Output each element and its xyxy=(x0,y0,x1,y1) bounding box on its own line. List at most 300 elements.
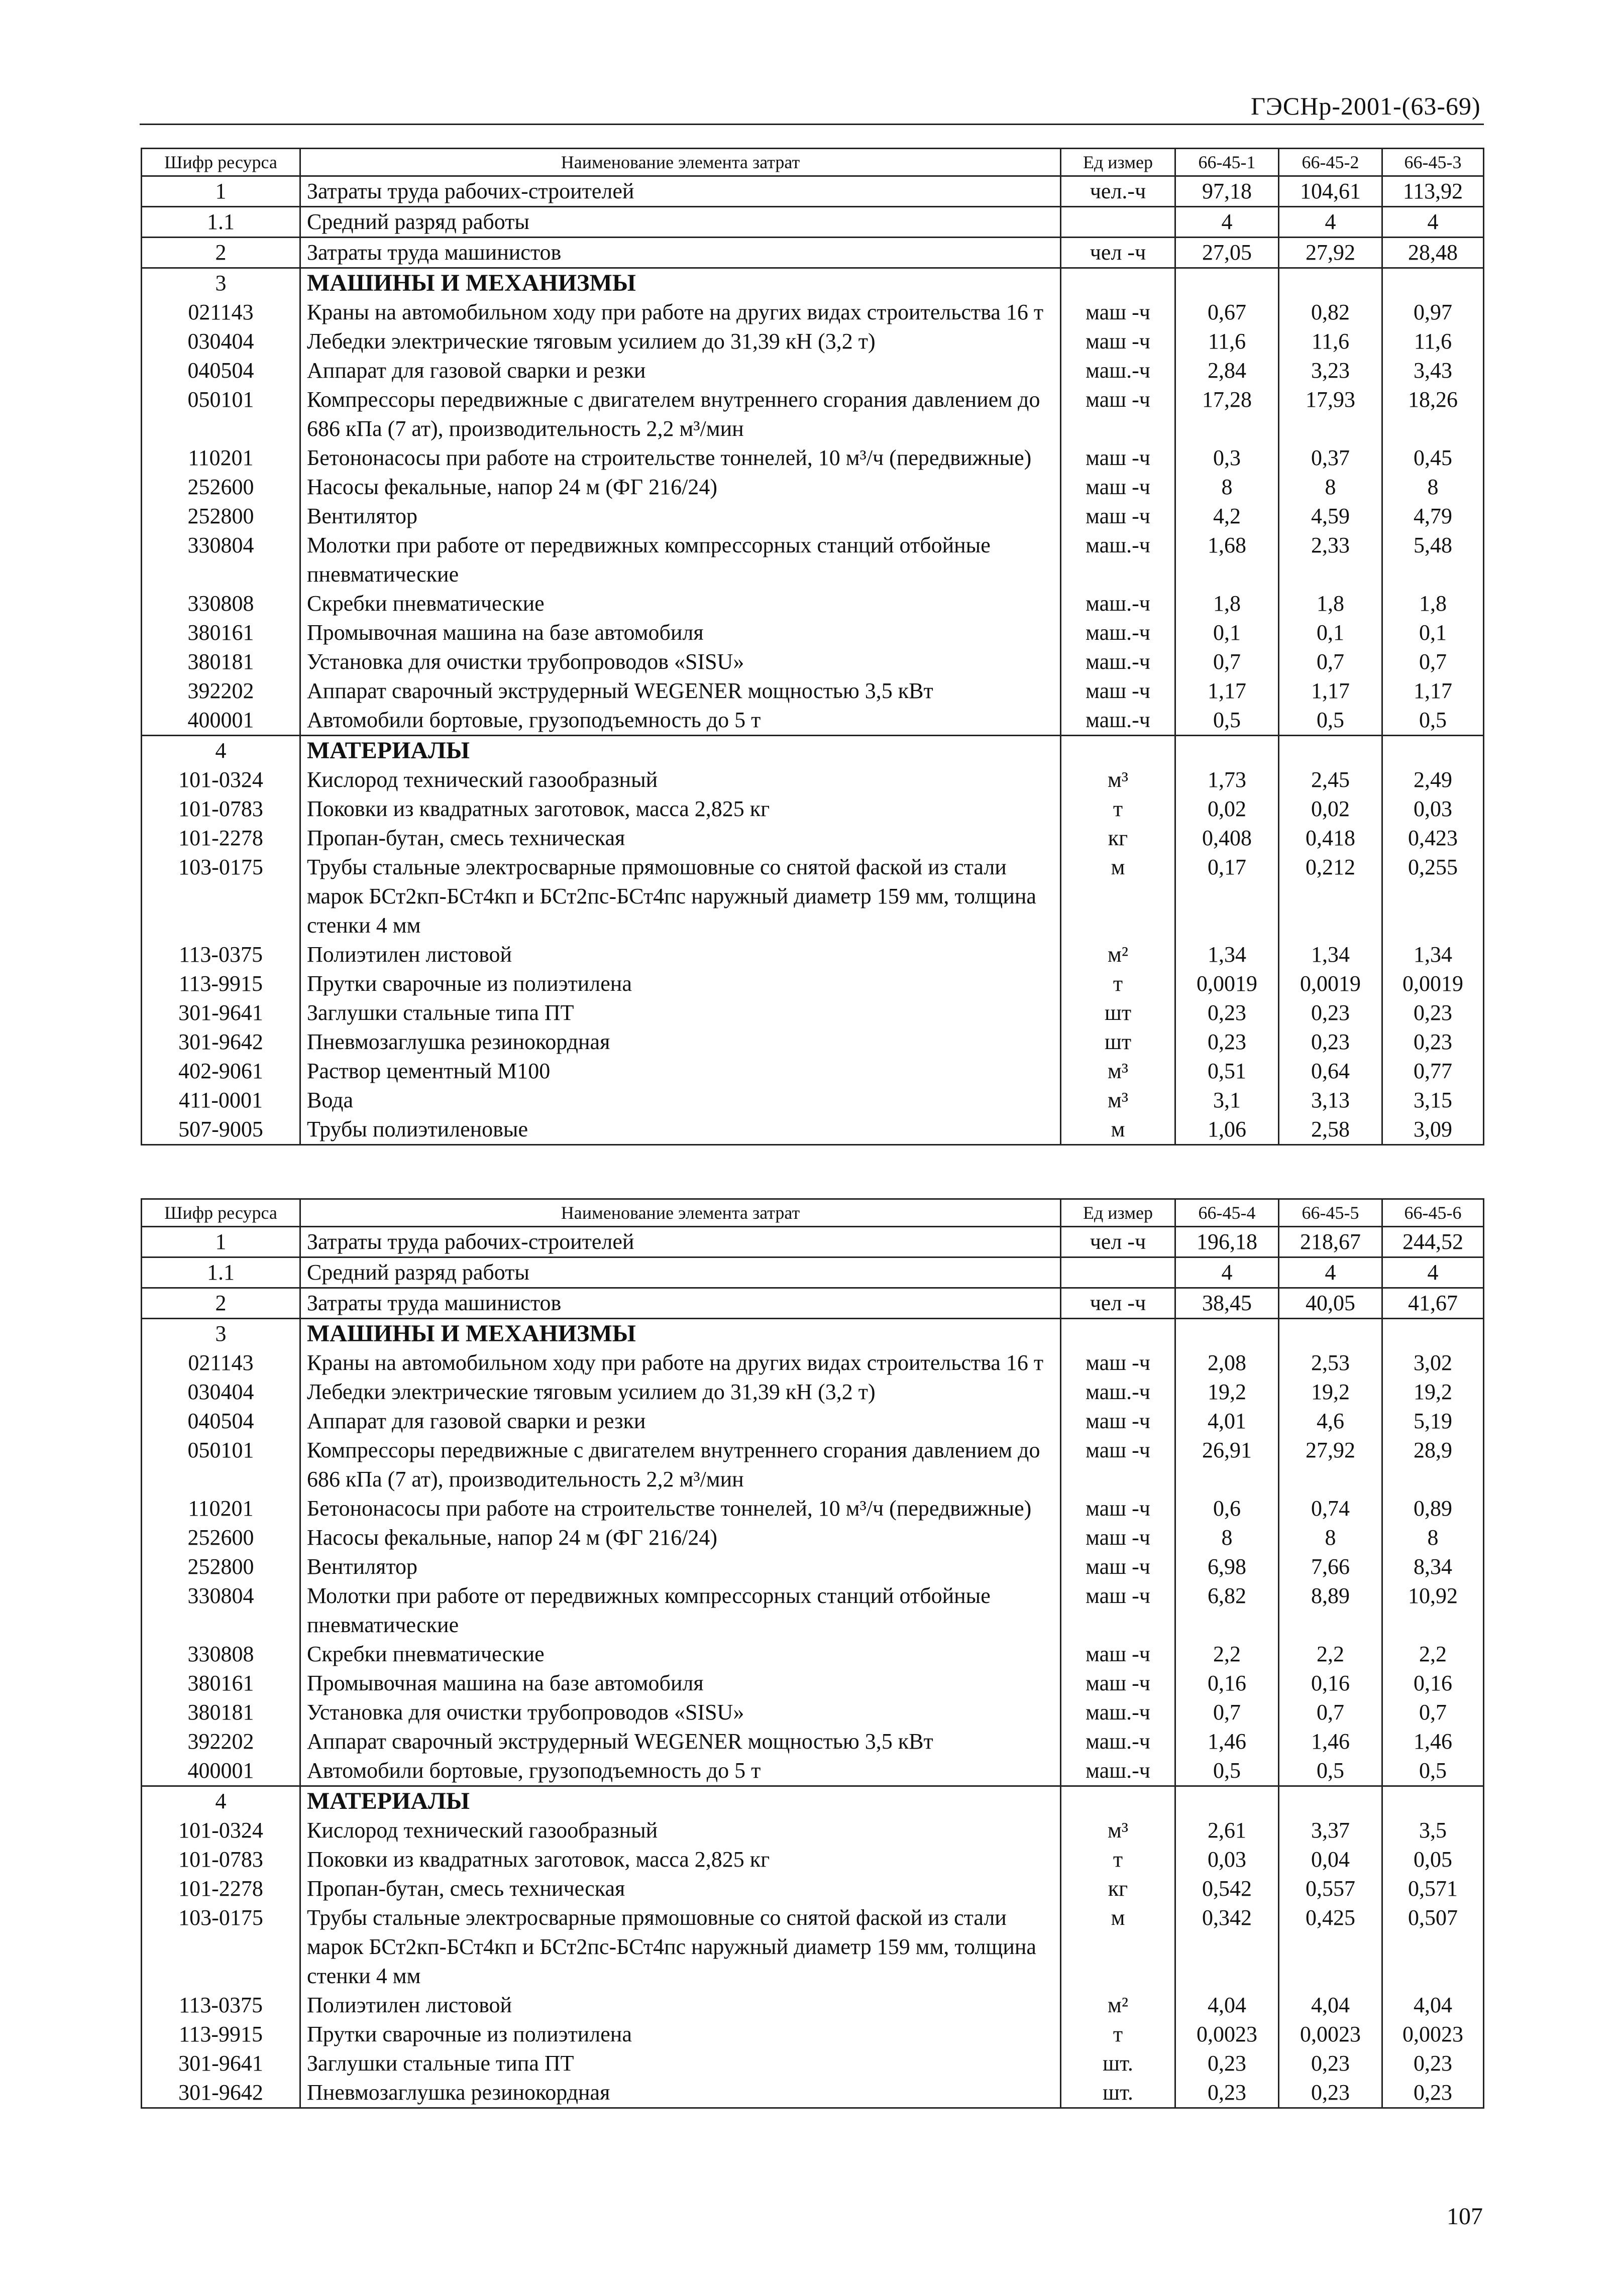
table-row xyxy=(142,647,1484,676)
value-cell: 0,0019 xyxy=(1382,969,1484,998)
resource-code-cell: 252600 xyxy=(142,473,300,502)
value-cell: 0,5 xyxy=(1175,1756,1279,1786)
resource-name-cell: Компрессоры передвижные с двигателем внутреннего сгорания давлением до 686 кПа (7 ат), производительность 2,2 м³/мин xyxy=(300,385,1061,443)
resource-name-cell: Автомобили бортовые, грузоподъемность до 5 т xyxy=(300,706,1061,736)
value-cell: 1,8 xyxy=(1175,589,1279,618)
value-cell: 0,03 xyxy=(1175,1845,1279,1874)
table-row xyxy=(142,1698,1484,1727)
value-cell: 1,46 xyxy=(1175,1727,1279,1756)
resource-code-cell: 380181 xyxy=(142,1698,300,1727)
value-cell: 0,23 xyxy=(1175,1027,1279,1057)
value-cell: 28,48 xyxy=(1382,238,1484,268)
unit-cell: м³ xyxy=(1061,1057,1175,1086)
value-cell: 0,16 xyxy=(1175,1669,1279,1698)
value-cell: 4 xyxy=(1175,1257,1279,1288)
value-cell: 8 xyxy=(1382,473,1484,502)
column-header-norm-1: 66-45-1 xyxy=(1175,149,1279,176)
value-cell: 3,23 xyxy=(1279,356,1382,385)
resource-code-cell: 040504 xyxy=(142,1407,300,1436)
value-cell: 0,89 xyxy=(1382,1494,1484,1523)
value-cell: 3,1 xyxy=(1175,1086,1279,1115)
value-cell: 8,89 xyxy=(1279,1581,1382,1640)
value-cell: 97,18 xyxy=(1175,176,1279,207)
value-cell: 2,61 xyxy=(1175,1816,1279,1845)
value-cell: 0,05 xyxy=(1382,1845,1484,1874)
table-header-row xyxy=(142,1199,1484,1227)
resource-name-cell: Аппарат сварочный экструдерный WEGENER мощностью 3,5 кВт xyxy=(300,676,1061,706)
table-row xyxy=(142,2078,1484,2108)
table-row xyxy=(142,1991,1484,2020)
unit-cell: маш.-ч xyxy=(1061,356,1175,385)
table-row xyxy=(142,1494,1484,1523)
value-cell: 0,212 xyxy=(1279,853,1382,940)
unit-cell: маш -ч xyxy=(1061,1581,1175,1640)
value-cell: 0,0019 xyxy=(1279,969,1382,998)
value-cell xyxy=(1279,1319,1382,1349)
value-cell: 244,52 xyxy=(1382,1227,1484,1257)
resource-code-cell: 1.1 xyxy=(142,1257,300,1288)
column-header-name: Наименование элемента затрат xyxy=(300,149,1061,176)
column-header-norm-2: 66-45-2 xyxy=(1279,149,1382,176)
table-row xyxy=(142,176,1484,207)
value-cell: 38,45 xyxy=(1175,1288,1279,1319)
unit-cell: м³ xyxy=(1061,1086,1175,1115)
table-row xyxy=(142,502,1484,531)
column-header-code: Шифр ресурса xyxy=(142,149,300,176)
value-cell: 8 xyxy=(1175,473,1279,502)
value-cell: 4 xyxy=(1279,1257,1382,1288)
table-row xyxy=(142,1523,1484,1552)
unit-cell: шт. xyxy=(1061,2049,1175,2078)
unit-cell: кг xyxy=(1061,824,1175,853)
value-cell: 0,7 xyxy=(1279,647,1382,676)
resource-name-cell: Вентилятор xyxy=(300,1552,1061,1581)
resource-code-cell: 3 xyxy=(142,268,300,298)
value-cell: 0,7 xyxy=(1279,1698,1382,1727)
resource-code-cell: 330808 xyxy=(142,589,300,618)
unit-cell: маш.-ч xyxy=(1061,706,1175,736)
resource-code-cell: 050101 xyxy=(142,1436,300,1494)
value-cell: 2,45 xyxy=(1279,765,1382,794)
value-cell: 0,23 xyxy=(1382,2078,1484,2108)
value-cell: 4,04 xyxy=(1279,1991,1382,2020)
table-row xyxy=(142,1377,1484,1407)
resource-table-block-2 xyxy=(141,1198,1483,2109)
section-heading-row xyxy=(142,1786,1484,1816)
value-cell xyxy=(1382,1319,1484,1349)
value-cell: 0,542 xyxy=(1175,1874,1279,1903)
unit-cell: маш -ч xyxy=(1061,1523,1175,1552)
table-row xyxy=(142,1288,1484,1319)
table-row xyxy=(142,1845,1484,1874)
value-cell: 0,82 xyxy=(1279,298,1382,327)
table-row xyxy=(142,1552,1484,1581)
value-cell: 4,04 xyxy=(1175,1991,1279,2020)
value-cell: 11,6 xyxy=(1175,327,1279,356)
resource-name-cell: Прутки сварочные из полиэтилена xyxy=(300,969,1061,998)
table-row xyxy=(142,2020,1484,2049)
resource-name-cell: Промывочная машина на базе автомобиля xyxy=(300,618,1061,647)
unit-cell: шт. xyxy=(1061,2078,1175,2108)
column-header-name: Наименование элемента затрат xyxy=(300,1199,1061,1227)
value-cell: 0,37 xyxy=(1279,443,1382,473)
table-row xyxy=(142,1227,1484,1257)
value-cell: 218,67 xyxy=(1279,1227,1382,1257)
value-cell: 1,34 xyxy=(1175,940,1279,969)
value-cell: 0,3 xyxy=(1175,443,1279,473)
value-cell: 3,37 xyxy=(1279,1816,1382,1845)
resource-name-cell: Скребки пневматические xyxy=(300,1640,1061,1669)
value-cell: 0,03 xyxy=(1382,794,1484,824)
table-row xyxy=(142,1407,1484,1436)
value-cell: 19,2 xyxy=(1175,1377,1279,1407)
resource-code-cell: 101-0783 xyxy=(142,1845,300,1874)
resource-name-cell: Молотки при работе от передвижных компрессорных станций отбойные пневматические xyxy=(300,1581,1061,1640)
value-cell xyxy=(1382,736,1484,766)
value-cell: 2,33 xyxy=(1279,531,1382,589)
document-code: ГЭСНр-2001-(63-69) xyxy=(1251,92,1481,120)
resource-name-cell: Лебедки электрические тяговым усилием до 31,39 кН (3,2 т) xyxy=(300,1377,1061,1407)
value-cell: 0,23 xyxy=(1279,2078,1382,2108)
resource-code-cell: 110201 xyxy=(142,443,300,473)
table-row xyxy=(142,1640,1484,1669)
resource-name-cell: Автомобили бортовые, грузоподъемность до 5 т xyxy=(300,1756,1061,1786)
unit-cell: маш -ч xyxy=(1061,1552,1175,1581)
table-row xyxy=(142,1581,1484,1640)
resource-name-cell: Затраты труда рабочих-строителей xyxy=(300,1227,1061,1257)
resource-name-cell: Заглушки стальные типа ПТ xyxy=(300,2049,1061,2078)
table-header-row xyxy=(142,149,1484,176)
value-cell: 6,98 xyxy=(1175,1552,1279,1581)
value-cell: 2,2 xyxy=(1279,1640,1382,1669)
value-cell: 7,66 xyxy=(1279,1552,1382,1581)
table-row xyxy=(142,1436,1484,1494)
resource-code-cell: 101-2278 xyxy=(142,824,300,853)
value-cell: 3,15 xyxy=(1382,1086,1484,1115)
value-cell: 0,423 xyxy=(1382,824,1484,853)
table-body xyxy=(142,1227,1484,2108)
table-row xyxy=(142,1115,1484,1145)
value-cell: 4 xyxy=(1382,207,1484,238)
value-cell: 0,6 xyxy=(1175,1494,1279,1523)
resource-code-cell: 252800 xyxy=(142,502,300,531)
table-row xyxy=(142,824,1484,853)
unit-cell: чел -ч xyxy=(1061,1227,1175,1257)
value-cell: 2,2 xyxy=(1175,1640,1279,1669)
value-cell: 4 xyxy=(1382,1257,1484,1288)
resource-name-cell: Насосы фекальные, напор 24 м (ФГ 216/24) xyxy=(300,473,1061,502)
resource-code-cell: 021143 xyxy=(142,298,300,327)
value-cell: 3,13 xyxy=(1279,1086,1382,1115)
column-header-norm-3: 66-45-3 xyxy=(1382,149,1484,176)
resource-table xyxy=(141,1198,1484,2109)
value-cell xyxy=(1279,268,1382,298)
value-cell: 0,1 xyxy=(1382,618,1484,647)
resource-code-cell: 301-9642 xyxy=(142,2078,300,2108)
value-cell xyxy=(1175,1319,1279,1349)
unit-cell: маш.-ч xyxy=(1061,647,1175,676)
value-cell: 0,0019 xyxy=(1175,969,1279,998)
resource-code-cell: 113-9915 xyxy=(142,969,300,998)
value-cell: 0,16 xyxy=(1279,1669,1382,1698)
value-cell: 104,61 xyxy=(1279,176,1382,207)
value-cell: 2,2 xyxy=(1382,1640,1484,1669)
unit-cell: маш -ч xyxy=(1061,327,1175,356)
value-cell: 0,5 xyxy=(1279,1756,1382,1786)
unit-cell xyxy=(1061,1786,1175,1816)
value-cell: 0,23 xyxy=(1175,998,1279,1027)
resource-code-cell: 2 xyxy=(142,238,300,268)
table-row xyxy=(142,969,1484,998)
unit-cell xyxy=(1061,1257,1175,1288)
value-cell: 0,507 xyxy=(1382,1903,1484,1991)
resource-code-cell: 1.1 xyxy=(142,207,300,238)
resource-code-cell: 400001 xyxy=(142,706,300,736)
resource-code-cell: 030404 xyxy=(142,1377,300,1407)
unit-cell: т xyxy=(1061,969,1175,998)
value-cell: 8 xyxy=(1382,1523,1484,1552)
value-cell: 5,48 xyxy=(1382,531,1484,589)
value-cell: 0,255 xyxy=(1382,853,1484,940)
value-cell: 1,17 xyxy=(1279,676,1382,706)
value-cell: 4,6 xyxy=(1279,1407,1382,1436)
value-cell: 6,82 xyxy=(1175,1581,1279,1640)
value-cell: 0,97 xyxy=(1382,298,1484,327)
value-cell: 11,6 xyxy=(1382,327,1484,356)
resource-code-cell: 103-0175 xyxy=(142,1903,300,1991)
unit-cell: маш.-ч xyxy=(1061,1377,1175,1407)
value-cell: 41,67 xyxy=(1382,1288,1484,1319)
value-cell xyxy=(1175,268,1279,298)
column-header-norm-4: 66-45-4 xyxy=(1175,1199,1279,1227)
resource-name-cell: Компрессоры передвижные с двигателем внутреннего сгорания давлением до 686 кПа (7 ат), производительность 2,2 м³/мин xyxy=(300,1436,1061,1494)
value-cell: 0,7 xyxy=(1382,647,1484,676)
value-cell: 0,74 xyxy=(1279,1494,1382,1523)
value-cell xyxy=(1279,736,1382,766)
value-cell: 1,17 xyxy=(1382,676,1484,706)
table-row xyxy=(142,298,1484,327)
resource-table-block-1 xyxy=(141,148,1483,1145)
resource-name-cell: Промывочная машина на базе автомобиля xyxy=(300,1669,1061,1698)
resource-code-cell: 3 xyxy=(142,1319,300,1349)
column-header-norm-5: 66-45-5 xyxy=(1279,1199,1382,1227)
table-row xyxy=(142,853,1484,940)
table-row xyxy=(142,1257,1484,1288)
resource-code-cell: 050101 xyxy=(142,385,300,443)
resource-code-cell: 411-0001 xyxy=(142,1086,300,1115)
value-cell: 0,64 xyxy=(1279,1057,1382,1086)
resource-code-cell: 101-2278 xyxy=(142,1874,300,1903)
value-cell: 4,79 xyxy=(1382,502,1484,531)
table-row xyxy=(142,443,1484,473)
resource-name-cell: Пропан-бутан, смесь техническая xyxy=(300,824,1061,853)
resource-code-cell: 400001 xyxy=(142,1756,300,1786)
unit-cell: м³ xyxy=(1061,1816,1175,1845)
value-cell: 0,23 xyxy=(1279,1027,1382,1057)
resource-code-cell: 380161 xyxy=(142,1669,300,1698)
table-row xyxy=(142,589,1484,618)
value-cell: 0,45 xyxy=(1382,443,1484,473)
value-cell: 2,53 xyxy=(1279,1348,1382,1377)
resource-name-cell: Пневмозаглушка резинокордная xyxy=(300,1027,1061,1057)
resource-code-cell: 507-9005 xyxy=(142,1115,300,1145)
table-row xyxy=(142,1348,1484,1377)
value-cell: 0,04 xyxy=(1279,1845,1382,1874)
table-row xyxy=(142,1669,1484,1698)
resource-code-cell: 330804 xyxy=(142,1581,300,1640)
section-heading-row xyxy=(142,736,1484,766)
unit-cell: маш -ч xyxy=(1061,473,1175,502)
resource-code-cell: 1 xyxy=(142,176,300,207)
table-row xyxy=(142,1816,1484,1845)
unit-cell: маш.-ч xyxy=(1061,531,1175,589)
value-cell: 1,68 xyxy=(1175,531,1279,589)
resource-name-cell: Полиэтилен листовой xyxy=(300,940,1061,969)
resource-code-cell: 330804 xyxy=(142,531,300,589)
resource-name-cell: Лебедки электрические тяговым усилием до 31,39 кН (3,2 т) xyxy=(300,327,1061,356)
unit-cell xyxy=(1061,1319,1175,1349)
resource-code-cell: 040504 xyxy=(142,356,300,385)
resource-name-cell: Трубы полиэтиленовые xyxy=(300,1115,1061,1145)
resource-name-cell: Кислород технический газообразный xyxy=(300,765,1061,794)
value-cell: 0,0023 xyxy=(1175,2020,1279,2049)
value-cell: 1,34 xyxy=(1382,940,1484,969)
resource-code-cell: 392202 xyxy=(142,676,300,706)
column-header-norm-6: 66-45-6 xyxy=(1382,1199,1484,1227)
value-cell: 0,1 xyxy=(1175,618,1279,647)
resource-name-cell: Насосы фекальные, напор 24 м (ФГ 216/24) xyxy=(300,1523,1061,1552)
unit-cell xyxy=(1061,736,1175,766)
resource-name-cell: Трубы стальные электросварные прямошовные со снятой фаской из стали марок БСт2кп-БСт4кп и БСт2пс-БСт4пс наружный диаметр 159 мм, толщина стенки 4 мм xyxy=(300,1903,1061,1991)
value-cell: 0,23 xyxy=(1279,2049,1382,2078)
value-cell: 1,73 xyxy=(1175,765,1279,794)
value-cell: 0,5 xyxy=(1382,706,1484,736)
section-heading-row xyxy=(142,1319,1484,1349)
unit-cell: шт xyxy=(1061,998,1175,1027)
value-cell: 0,02 xyxy=(1279,794,1382,824)
value-cell: 17,93 xyxy=(1279,385,1382,443)
value-cell: 1,46 xyxy=(1279,1727,1382,1756)
resource-code-cell: 113-0375 xyxy=(142,940,300,969)
column-header-unit: Ед измер xyxy=(1061,149,1175,176)
resource-name-cell: Краны на автомобильном ходу при работе на других видах строительства 16 т xyxy=(300,1348,1061,1377)
table-row xyxy=(142,794,1484,824)
column-header-unit: Ед измер xyxy=(1061,1199,1175,1227)
value-cell: 0,418 xyxy=(1279,824,1382,853)
value-cell: 3,09 xyxy=(1382,1115,1484,1145)
value-cell: 19,2 xyxy=(1382,1377,1484,1407)
value-cell: 4 xyxy=(1175,207,1279,238)
value-cell: 1,8 xyxy=(1382,589,1484,618)
value-cell: 0,77 xyxy=(1382,1057,1484,1086)
unit-cell: маш.-ч xyxy=(1061,1727,1175,1756)
resource-name-cell: Раствор цементный М100 xyxy=(300,1057,1061,1086)
value-cell: 1,46 xyxy=(1382,1727,1484,1756)
resource-code-cell: 392202 xyxy=(142,1727,300,1756)
value-cell xyxy=(1175,736,1279,766)
value-cell: 2,84 xyxy=(1175,356,1279,385)
value-cell: 0,7 xyxy=(1382,1698,1484,1727)
resource-name-cell: Заглушки стальные типа ПТ xyxy=(300,998,1061,1027)
value-cell: 1,17 xyxy=(1175,676,1279,706)
resource-name-cell: Трубы стальные электросварные прямошовные со снятой фаской из стали марок БСт2кп-БСт4кп и БСт2пс-БСт4пс наружный диаметр 159 мм, толщина стенки 4 мм xyxy=(300,853,1061,940)
table-row xyxy=(142,1086,1484,1115)
value-cell: 8 xyxy=(1175,1523,1279,1552)
unit-cell: маш -ч xyxy=(1061,443,1175,473)
table-row xyxy=(142,1727,1484,1756)
value-cell: 18,26 xyxy=(1382,385,1484,443)
value-cell: 0,571 xyxy=(1382,1874,1484,1903)
resource-name-cell: Затраты труда рабочих-строителей xyxy=(300,176,1061,207)
resource-code-cell: 380161 xyxy=(142,618,300,647)
unit-cell: т xyxy=(1061,794,1175,824)
resource-name-cell: Поковки из квадратных заготовок, масса 2,825 кг xyxy=(300,1845,1061,1874)
value-cell: 0,5 xyxy=(1279,706,1382,736)
value-cell: 4 xyxy=(1279,207,1382,238)
value-cell: 0,557 xyxy=(1279,1874,1382,1903)
value-cell: 10,92 xyxy=(1382,1581,1484,1640)
unit-cell: м² xyxy=(1061,940,1175,969)
resource-name-cell: Пропан-бутан, смесь техническая xyxy=(300,1874,1061,1903)
unit-cell: маш -ч xyxy=(1061,385,1175,443)
resource-code-cell: 110201 xyxy=(142,1494,300,1523)
table-row xyxy=(142,706,1484,736)
value-cell: 40,05 xyxy=(1279,1288,1382,1319)
value-cell: 0,408 xyxy=(1175,824,1279,853)
resource-name-cell: Средний разряд работы xyxy=(300,1257,1061,1288)
unit-cell: м xyxy=(1061,853,1175,940)
value-cell: 8 xyxy=(1279,1523,1382,1552)
header-rule xyxy=(140,124,1484,125)
resource-name-cell: Краны на автомобильном ходу при работе на других видах строительства 16 т xyxy=(300,298,1061,327)
resource-name-cell: Бетононасосы при работе на строительстве тоннелей, 10 м³/ч (передвижные) xyxy=(300,1494,1061,1523)
table-row xyxy=(142,1057,1484,1086)
resource-name-cell: Скребки пневматические xyxy=(300,589,1061,618)
unit-cell: м xyxy=(1061,1903,1175,1991)
value-cell: 19,2 xyxy=(1279,1377,1382,1407)
resource-code-cell: 301-9641 xyxy=(142,998,300,1027)
section-title-cell: МАТЕРИАЛЫ xyxy=(300,1786,1061,1816)
unit-cell: м² xyxy=(1061,1991,1175,2020)
resource-code-cell: 252800 xyxy=(142,1552,300,1581)
value-cell: 0,23 xyxy=(1279,998,1382,1027)
resource-name-cell: Вентилятор xyxy=(300,502,1061,531)
resource-name-cell: Затраты труда машинистов xyxy=(300,238,1061,268)
unit-cell: маш.-ч xyxy=(1061,589,1175,618)
resource-name-cell: Вода xyxy=(300,1086,1061,1115)
resource-code-cell: 402-9061 xyxy=(142,1057,300,1086)
unit-cell: маш -ч xyxy=(1061,298,1175,327)
resource-code-cell: 101-0324 xyxy=(142,765,300,794)
value-cell: 0,5 xyxy=(1382,1756,1484,1786)
unit-cell: т xyxy=(1061,1845,1175,1874)
unit-cell: шт xyxy=(1061,1027,1175,1057)
resource-name-cell: Поковки из квадратных заготовок, масса 2,825 кг xyxy=(300,794,1061,824)
unit-cell: маш -ч xyxy=(1061,1494,1175,1523)
value-cell: 0,7 xyxy=(1175,647,1279,676)
unit-cell: маш -ч xyxy=(1061,502,1175,531)
value-cell: 0,23 xyxy=(1382,998,1484,1027)
value-cell: 4,59 xyxy=(1279,502,1382,531)
table-row xyxy=(142,327,1484,356)
unit-cell: маш.-ч xyxy=(1061,1698,1175,1727)
resource-name-cell: Затраты труда машинистов xyxy=(300,1288,1061,1319)
section-heading-row xyxy=(142,268,1484,298)
unit-cell: маш.-ч xyxy=(1061,618,1175,647)
table-row xyxy=(142,473,1484,502)
value-cell: 0,17 xyxy=(1175,853,1279,940)
value-cell: 28,9 xyxy=(1382,1436,1484,1494)
